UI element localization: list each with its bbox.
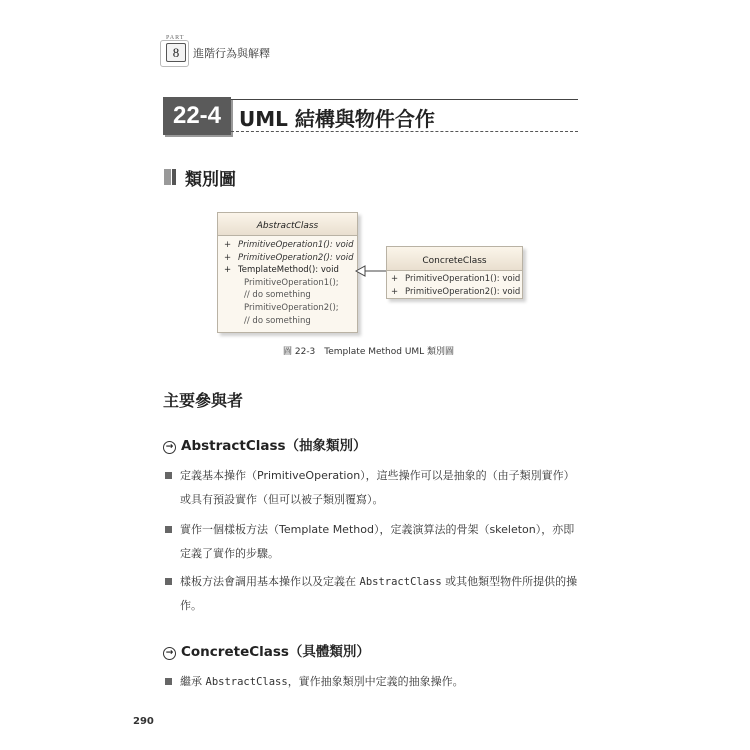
section-rule-dashed: [231, 131, 578, 132]
page-number: 290: [133, 716, 154, 727]
section-title: UML 結構與物件合作: [239, 107, 435, 131]
arrow-circle-icon: →: [163, 647, 176, 660]
subheading-title: 類別圖: [185, 170, 236, 190]
uml-method-body-line: // do something: [244, 315, 311, 326]
uml-abstract-op: + PrimitiveOperation1(): void: [224, 240, 354, 250]
uml-inheritance-arrow: [350, 262, 390, 280]
section-rule-top: [231, 99, 578, 100]
square-bullet-icon: [165, 578, 172, 585]
subheading-marker-dark: [172, 169, 176, 185]
uml-concrete-op: + PrimitiveOperation2(): void: [391, 286, 521, 297]
inline-code: AbstractClass: [359, 576, 442, 588]
square-bullet-icon: [165, 472, 172, 479]
part-number: 8: [166, 43, 186, 62]
bullet-text: 繼承 AbstractClass，實作抽象類別中定義的抽象操作。: [180, 675, 464, 688]
part-label: PART: [166, 35, 185, 41]
uml-abstract-class-name: AbstractClass: [218, 213, 357, 236]
square-bullet-icon: [165, 526, 172, 533]
uml-concrete-op: + PrimitiveOperation1(): void: [391, 274, 521, 284]
section-number: 22-4: [163, 97, 231, 135]
uml-method-body-line: PrimitiveOperation1();: [244, 277, 339, 288]
uml-abstract-op: + PrimitiveOperation2(): void: [224, 252, 354, 263]
participants-heading: 主要參與者: [163, 391, 244, 410]
subheading-marker-light: [164, 169, 171, 185]
bullet-text: 樣板方法會調用基本操作以及定義在 AbstractClass 或其他類型物件所提供的操作。: [180, 575, 578, 612]
abstract-class-heading: → AbstractClass（抽象類別）: [163, 434, 367, 454]
concrete-class-heading: → ConcreteClass（具體類別）: [163, 640, 370, 660]
bullet-text: 實作一個樣板方法（Template Method），定義演算法的骨架（skeleton），亦即定義了實作的步驟。: [180, 523, 575, 560]
uml-concrete-class-name: ConcreteClass: [387, 247, 522, 271]
part-title: 進階行為與解釋: [193, 47, 270, 60]
uml-abstract-class: [217, 212, 358, 333]
inline-code: AbstractClass: [205, 676, 288, 688]
uml-concrete-class: [386, 246, 523, 299]
figure-caption: 圖 22-3 Template Method UML 類別圖: [283, 347, 455, 357]
uml-method-body-line: // do something: [244, 290, 311, 301]
square-bullet-icon: [165, 678, 172, 685]
uml-method-body-line: PrimitiveOperation2();: [244, 302, 339, 313]
uml-abstract-op: + TemplateMethod(): void: [224, 265, 339, 276]
bullet-text: 定義基本操作（PrimitiveOperation），這些操作可以是抽象的（由子類別實作）或具有預設實作（但可以被子類別覆寫）。: [180, 469, 575, 506]
arrow-circle-icon: →: [163, 441, 176, 454]
